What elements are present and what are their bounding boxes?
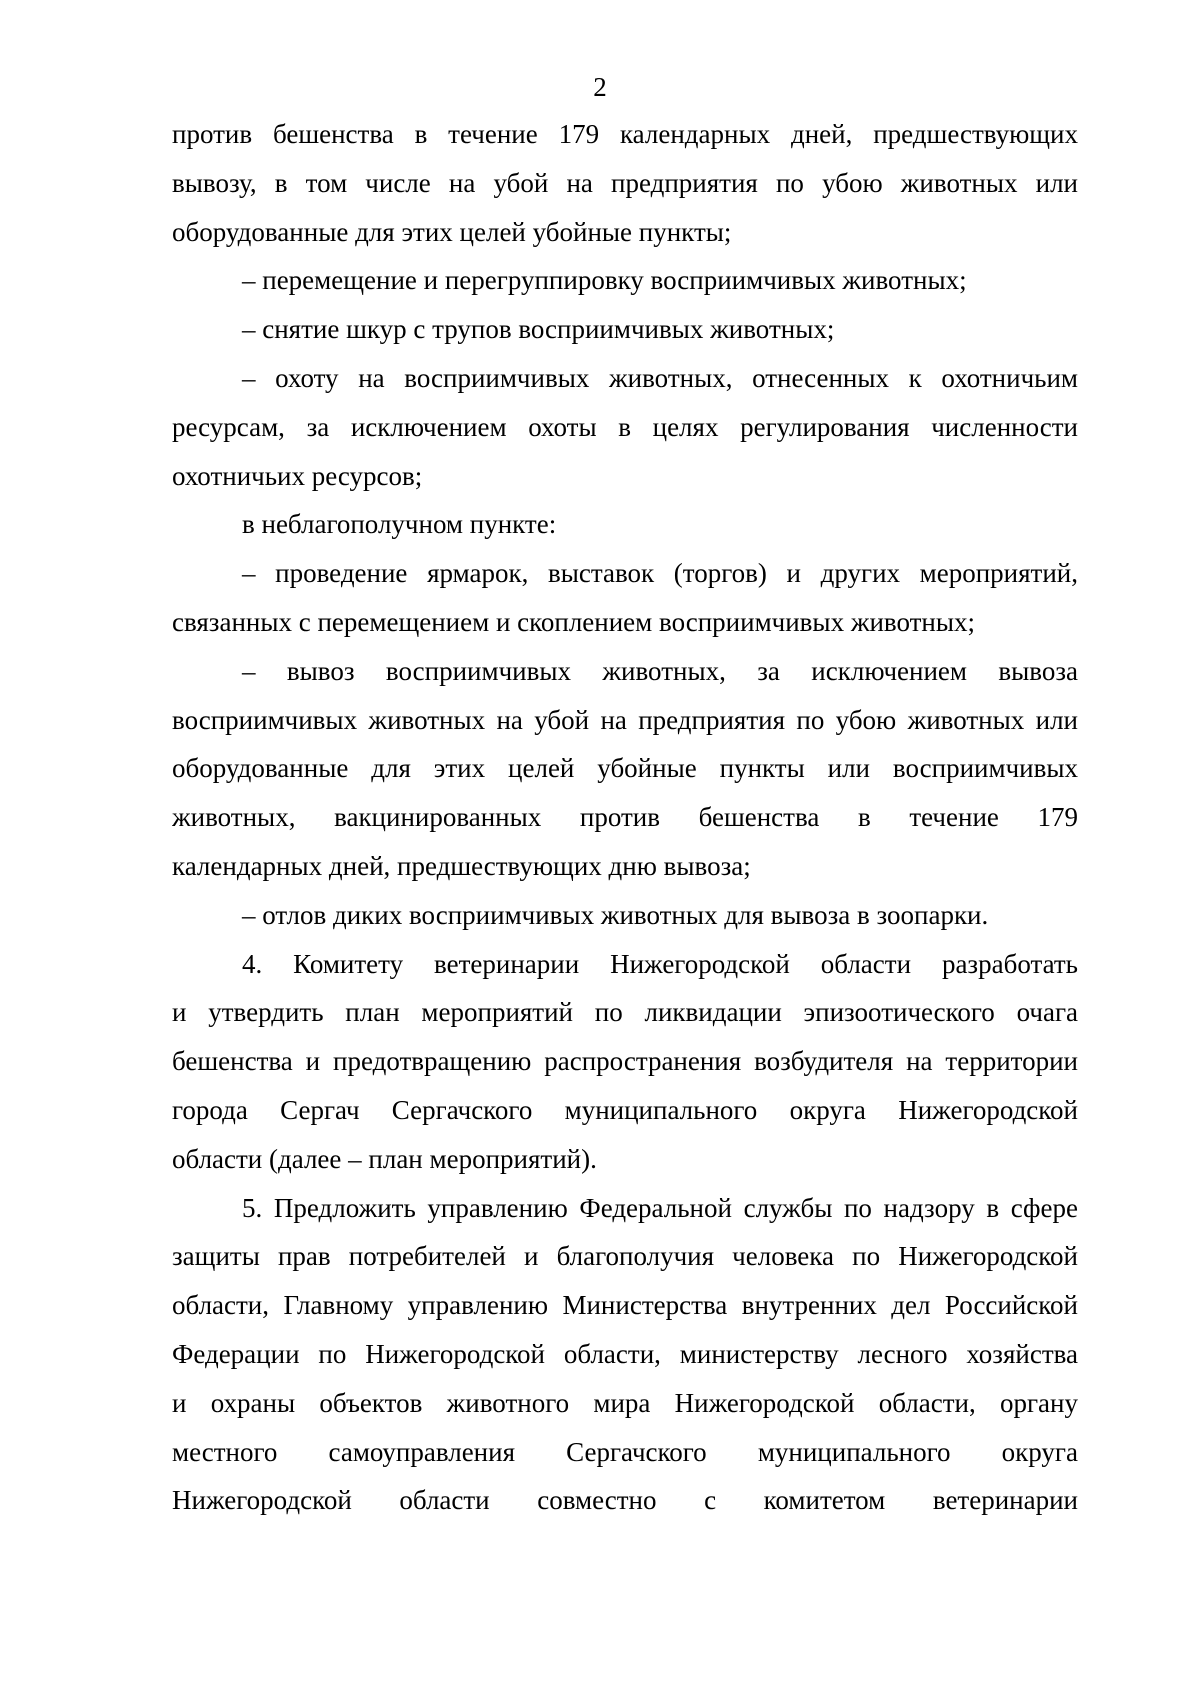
text-line: – вывоз восприимчивых животных, за исключением вывоза bbox=[242, 655, 1078, 686]
text-line: бешенства и предотвращению распространения возбудителя на территории bbox=[172, 1046, 1078, 1077]
text-line: животных, вакцинированных против бешенства в течение 179 bbox=[172, 802, 1078, 833]
text-line: 4. Комитету ветеринарии Нижегородской области разработать bbox=[242, 948, 1078, 979]
text-line: – проведение ярмарок, выставок (торгов) и других мероприятий, bbox=[242, 558, 1078, 589]
text-line: календарных дней, предшествующих дню вывоза; bbox=[172, 850, 751, 881]
text-line: оборудованные для этих целей убойные пункты или восприимчивых bbox=[172, 753, 1078, 784]
text-line: и охраны объектов животного мира Нижегородской области, органу bbox=[172, 1387, 1078, 1418]
text-line: местного самоуправления Сергачского муниципального округа bbox=[172, 1436, 1078, 1467]
text-line: – снятие шкур с трупов восприимчивых животных; bbox=[242, 314, 835, 345]
text-line: оборудованные для этих целей убойные пункты; bbox=[172, 216, 732, 247]
page-number: 2 bbox=[593, 72, 607, 102]
text-line: и утвердить план мероприятий по ликвидации эпизоотического очага bbox=[172, 997, 1078, 1028]
document-body bbox=[172, 110, 1078, 1525]
text-line: ресурсам, за исключением охоты в целях регулирования численности bbox=[172, 411, 1078, 442]
text-line: области (далее – план мероприятий). bbox=[172, 1143, 597, 1174]
text-line: восприимчивых животных на убой на предприятия по убою животных или bbox=[172, 704, 1078, 735]
text-line: защиты прав потребителей и благополучия человека по Нижегородской bbox=[172, 1241, 1078, 1272]
text-line: связанных с перемещением и скоплением восприимчивых животных; bbox=[172, 606, 976, 637]
text-line: – перемещение и перегруппировку восприимчивых животных; bbox=[242, 265, 967, 296]
text-line: вывозу, в том числе на убой на предприятия по убою животных или bbox=[172, 167, 1078, 198]
text-line: 5. Предложить управлению Федеральной службы по надзору в сфере bbox=[242, 1192, 1078, 1223]
text-line: – отлов диких восприимчивых животных для вывоза в зоопарки. bbox=[242, 899, 989, 930]
text-line: в неблагополучном пункте: bbox=[242, 509, 557, 540]
text-line: города Сергач Сергачского муниципального округа Нижегородской bbox=[172, 1094, 1078, 1125]
text-line: Федерации по Нижегородской области, министерству лесного хозяйства bbox=[172, 1338, 1078, 1369]
text-line: – охоту на восприимчивых животных, отнесенных к охотничьим bbox=[242, 362, 1078, 393]
text-line: охотничьих ресурсов; bbox=[172, 460, 423, 491]
text-line: области, Главному управлению Министерства внутренних дел Российской bbox=[172, 1290, 1078, 1321]
text-line: против бешенства в течение 179 календарных дней, предшествующих bbox=[172, 119, 1078, 149]
text-line: Нижегородской области совместно с комитетом ветеринарии bbox=[172, 1485, 1078, 1516]
